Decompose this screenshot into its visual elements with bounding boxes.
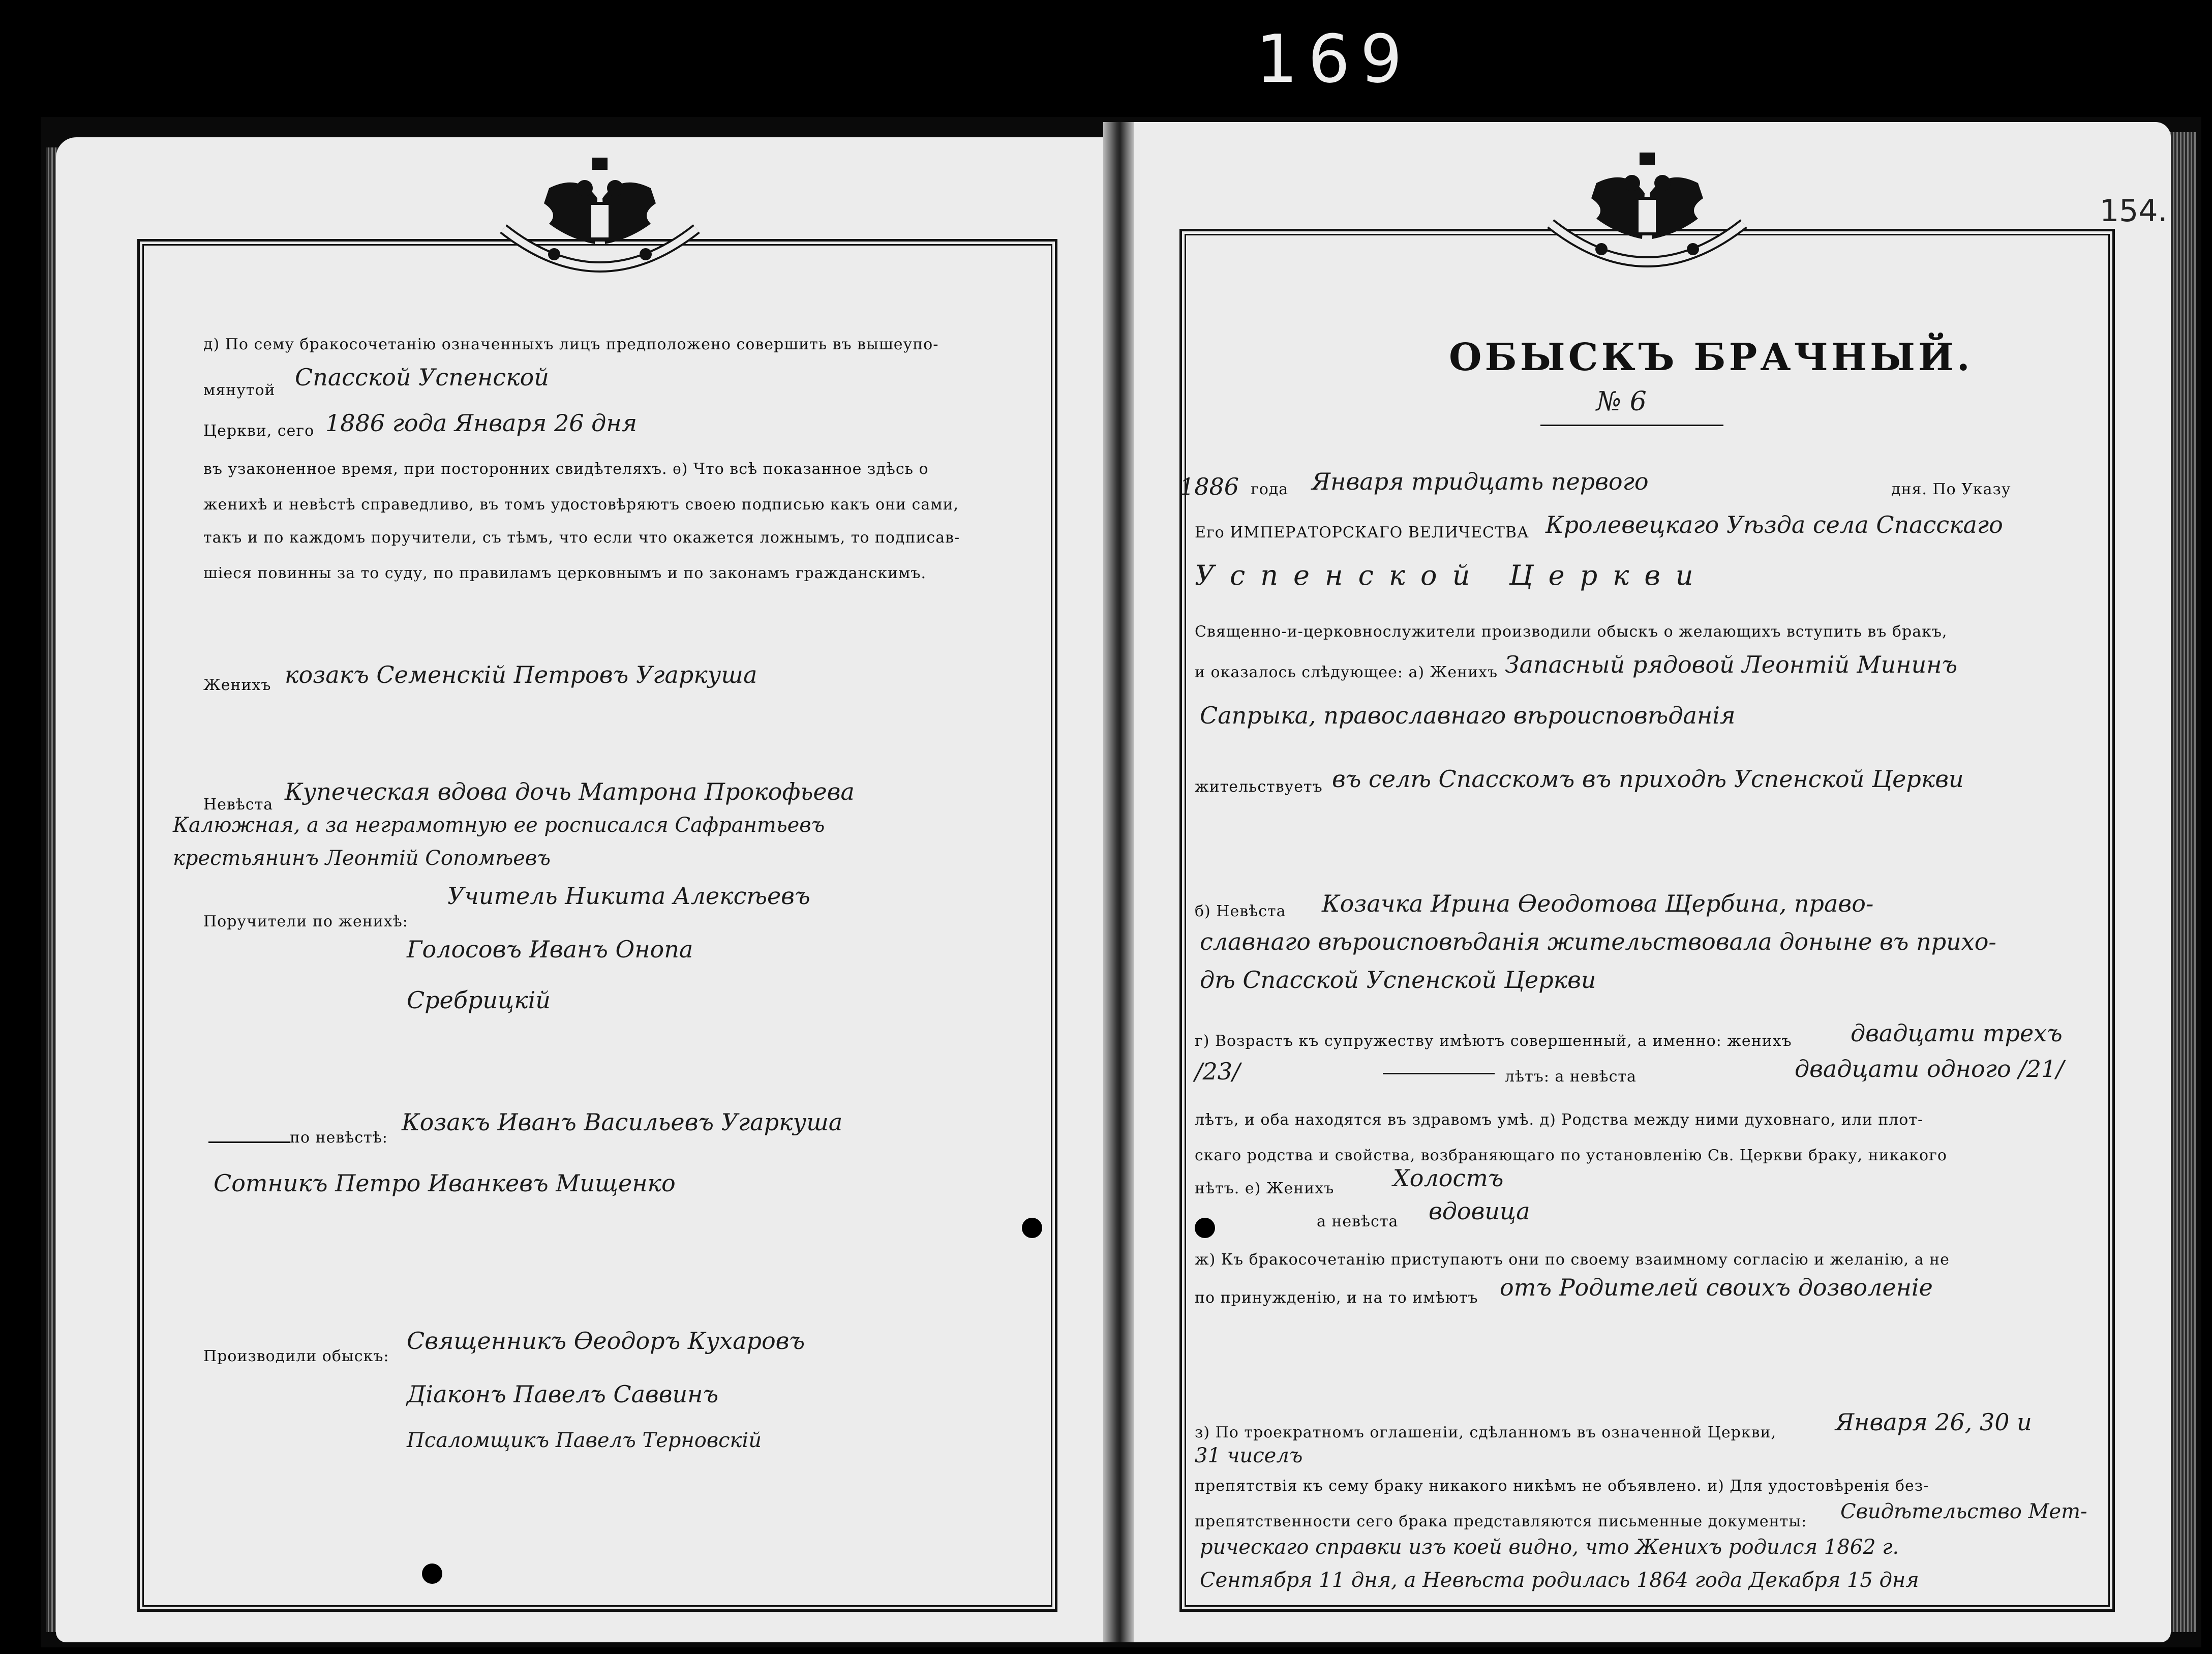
title-underline bbox=[1540, 425, 1723, 426]
majesty-label: Его ИМПЕРАТОРСКАГО ВЕЛИЧЕСТВА bbox=[1195, 524, 1529, 542]
residence-label: жительствуетъ bbox=[1195, 778, 1323, 796]
bride-sureties-dash bbox=[208, 1141, 290, 1143]
documents-label: препятственности сего брака представляются письменные документы: bbox=[1195, 1513, 1807, 1530]
groom-status: Холостъ bbox=[1393, 1164, 1504, 1192]
left-para-d-line-3-hand: 1886 года Января 26 дня bbox=[325, 409, 638, 437]
record-year: 1886 bbox=[1179, 473, 1239, 500]
groom-identity: Запасный рядовой Леонтій Мининъ bbox=[1505, 651, 1958, 678]
form-title: ОБЫСКЪ БРАЧНЫЙ. bbox=[1449, 336, 1973, 379]
binding-hole-right bbox=[1195, 1218, 1215, 1238]
bride-parish: дѣ Спасской Успенской Церкви bbox=[1200, 966, 1596, 994]
church-name: Успенской Церкви bbox=[1195, 559, 1709, 591]
groom-surety-1: Учитель Никита Алексѣевъ bbox=[447, 882, 810, 910]
archive-number: 169 bbox=[1256, 20, 1413, 98]
banns-dates: Января 26, 30 и bbox=[1835, 1408, 2032, 1436]
bride-faith: славнаго вѣроисповѣданія жительствовала доныне въ прихо- bbox=[1200, 928, 1996, 955]
left-para-d-line-7: шіеся повинны за то суду, по правиламъ церковнымъ и по законамъ гражданскимъ. bbox=[203, 564, 927, 582]
groom-surety-3: Сребрицкій bbox=[407, 986, 551, 1014]
clergy-statement: Священно-и-церковнослужители производили обыскъ о желающихъ вступить въ бракъ, bbox=[1195, 623, 1948, 641]
binding-hole-left-bottom bbox=[422, 1563, 442, 1584]
left-para-d-line-3-label: Церкви, сего bbox=[203, 422, 315, 440]
record-date: Января тридцать первого bbox=[1312, 468, 1649, 495]
permission-label: по принужденію, и на то имѣютъ bbox=[1195, 1289, 1478, 1307]
groom-residence: въ селѣ Спасскомъ въ приходѣ Успенской Церкви bbox=[1332, 765, 1964, 793]
documents-hand-1: Свидѣтельство Мет- bbox=[1840, 1500, 2087, 1523]
bride-age: двадцати одного /21/ bbox=[1795, 1055, 2064, 1082]
bride-identity: Козачка Ирина Ѳеодотова Щербина, право- bbox=[1322, 890, 1874, 917]
age-statement: г) Возрастъ къ супружеству имѣютъ совершенный, а именно: женихъ bbox=[1195, 1032, 1792, 1050]
bride-status: вдовица bbox=[1429, 1197, 1530, 1225]
folio-number: 154. bbox=[2100, 193, 2168, 229]
binding-hole-left-mid bbox=[1022, 1218, 1042, 1238]
clergy-label: Производили обыскъ: bbox=[203, 1347, 389, 1365]
bride-age-label: лѣтъ: а невѣста bbox=[1505, 1068, 1637, 1086]
impediment-line: препятствія къ сему браку никакого никѣмъ не объявлено. и) Для удостовѣренія без- bbox=[1195, 1477, 1929, 1495]
groom-faith: Сапрыка, православнаго вѣроисповѣданія bbox=[1200, 702, 1736, 729]
bride-surety-1: Козакъ Иванъ Васильевъ Угаркуша bbox=[402, 1108, 843, 1136]
groom-label: Женихъ bbox=[203, 676, 271, 694]
bride-label: Невѣста bbox=[203, 796, 274, 814]
banns-label: з) По троекратномъ оглашеніи, сдѣланномъ въ означенной Церкви, bbox=[1195, 1424, 1777, 1441]
documents-hand-2: рическаго справки изъ коей видно, что Женихъ родился 1862 г. bbox=[1200, 1536, 1899, 1559]
age-dash bbox=[1383, 1073, 1495, 1074]
consistory-name: Кролевецкаго Уѣзда села Спасскаго bbox=[1546, 511, 2003, 538]
left-para-d-line-2-hand: Спасской Успенской bbox=[295, 364, 549, 391]
groom-sureties-label: Поручители по женихѣ: bbox=[203, 913, 408, 930]
clergy-signature-1: Священникъ Ѳеодоръ Кухаровъ bbox=[407, 1327, 805, 1355]
bride-signature-line-1: Купеческая вдова дочь Матрона Прокофьева bbox=[285, 778, 855, 805]
bride-intro-label: б) Невѣста bbox=[1195, 903, 1286, 920]
left-para-d-line-1: д) По сему бракосочетанію означенныхъ лицъ предположено совершить въ вышеупо- bbox=[203, 336, 939, 353]
right-page-frame bbox=[1179, 229, 2115, 1612]
groom-age-number: /23/ bbox=[1195, 1058, 1240, 1085]
right-eagle-emblem-icon bbox=[1535, 147, 1759, 280]
documents-hand-3: Сентября 11 дня, а Невѣста родилась 1864 года Декабря 15 дня bbox=[1200, 1569, 1919, 1592]
bride-signature-line-2: Калюжная, а за неграмотную ее росписался Сафрантьевъ bbox=[173, 814, 825, 837]
groom-status-label: нѣтъ. е) Женихъ bbox=[1195, 1180, 1335, 1197]
left-eagle-emblem-icon bbox=[488, 153, 712, 285]
kinship-line-1: лѣтъ, и оба находятся въ здравомъ умѣ. д) Родства между ними духовнаго, или плот- bbox=[1195, 1111, 1924, 1129]
book-gutter bbox=[1103, 122, 1134, 1642]
groom-surety-2: Голосовъ Иванъ Онопа bbox=[407, 936, 693, 963]
clergy-signature-3: Псаломщикъ Павелъ Терновскій bbox=[407, 1429, 762, 1452]
left-para-d-line-5: женихѣ и невѣстѣ справедливо, въ томъ удостовѣряютъ своею подписью какъ они сами, bbox=[203, 496, 959, 514]
left-para-d-line-2-label: мянутой bbox=[203, 381, 276, 399]
decree-label: дня. По Указу bbox=[1891, 480, 2011, 498]
parental-permission: отъ Родителей своихъ дозволеніе bbox=[1500, 1274, 1933, 1301]
clergy-signature-2: Діаконъ Павелъ Саввинъ bbox=[407, 1380, 719, 1408]
banns-dates-cont: 31 чиселъ bbox=[1195, 1444, 1303, 1467]
bride-signature-line-3: крестьянинъ Леонтій Сопомѣевъ bbox=[173, 847, 551, 870]
record-number: № 6 bbox=[1596, 386, 1647, 417]
left-para-d-line-4: въ узаконенное время, при посторонних свидѣтеляхъ. ѳ) Что всѣ показанное здѣсь о bbox=[203, 460, 929, 478]
groom-intro-label: и оказалось слѣдующее: а) Женихъ bbox=[1195, 664, 1498, 681]
bride-surety-2: Сотникъ Петро Иванкевъ Мищенко bbox=[214, 1169, 676, 1197]
kinship-line-2: скаго родства и свойства, возбраняющаго по установленію Св. Церкви браку, никакого bbox=[1195, 1147, 1947, 1164]
bride-status-label: а невѣста bbox=[1317, 1213, 1399, 1230]
groom-signature: козакъ Семенскій Петровъ Угаркуша bbox=[285, 661, 757, 688]
consent-line: ж) Къ бракосочетанію приступаютъ они по своему взаимному согласію и желанію, а не bbox=[1195, 1251, 1950, 1269]
groom-age-words: двадцати трехъ bbox=[1851, 1019, 2063, 1047]
left-para-d-line-6: такъ и по каждомъ поручители, съ тѣмъ, что если что окажется ложнымъ, то подписав- bbox=[203, 529, 960, 547]
year-label: года bbox=[1251, 480, 1289, 498]
bride-sureties-label: по невѣстѣ: bbox=[290, 1129, 388, 1147]
